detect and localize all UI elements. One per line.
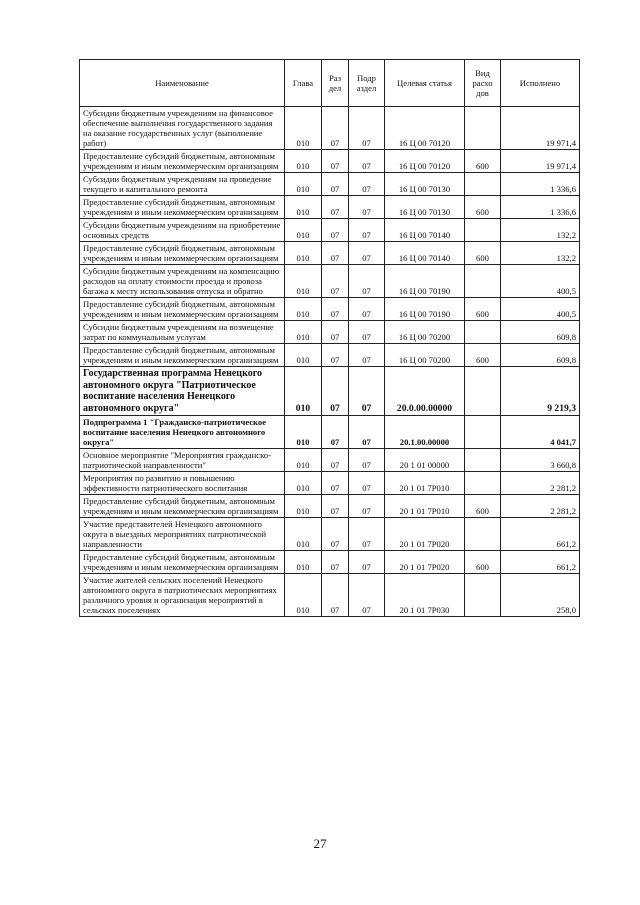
- table-row: [80, 219, 580, 242]
- cell-executed: 9 219,3: [501, 367, 580, 416]
- cell-section: 07: [322, 298, 349, 321]
- table-row: [80, 321, 580, 344]
- table-row: [80, 150, 580, 173]
- cell-subsection: 07: [349, 242, 385, 265]
- cell-subsection: 07: [349, 196, 385, 219]
- header-subsection: Подр аздел: [349, 60, 385, 107]
- cell-executed: 1 336,6: [501, 173, 580, 196]
- cell-expense-kind: 600: [465, 551, 501, 574]
- cell-section: 07: [322, 265, 349, 298]
- table-row: [80, 298, 580, 321]
- cell-executed: 258,0: [501, 574, 580, 617]
- cell-executed: 19 971,4: [501, 150, 580, 173]
- cell-target-article: 16 Ц 00 70120: [385, 107, 465, 150]
- cell-chapter: 010: [285, 472, 322, 495]
- cell-section: 07: [322, 449, 349, 472]
- cell-name: Мероприятия по развитию и повышению эффективности патриотического воспитания: [80, 472, 285, 495]
- cell-subsection: 07: [349, 219, 385, 242]
- table-row: [80, 495, 580, 518]
- cell-name: Предоставление субсидий бюджетным, автономным учреждениям и иным некоммерческим организациям: [80, 298, 285, 321]
- cell-name: Участие представителей Ненецкого автономного округа в выездных мероприятиях патриотической направленности: [80, 518, 285, 551]
- cell-chapter: 010: [285, 321, 322, 344]
- cell-executed: 4 041,7: [501, 416, 580, 449]
- cell-section: 07: [322, 150, 349, 173]
- cell-executed: 400,5: [501, 298, 580, 321]
- header-target-article: Целевая статья: [385, 60, 465, 107]
- table-row: [80, 173, 580, 196]
- cell-target-article: 20.0.00.00000: [385, 367, 465, 416]
- page-number: 27: [313, 836, 327, 851]
- cell-target-article: 20 1 01 7Р010: [385, 495, 465, 518]
- cell-name: Предоставление субсидий бюджетным, автономным учреждениям и иным некоммерческим организациям: [80, 196, 285, 219]
- cell-target-article: 16 Ц 00 70120: [385, 150, 465, 173]
- cell-expense-kind: [465, 367, 501, 416]
- table-row: [80, 551, 580, 574]
- cell-expense-kind: [465, 472, 501, 495]
- cell-subsection: 07: [349, 551, 385, 574]
- cell-name: Подпрограмма 1 "Гражданско-патриотическое воспитание населения Ненецкого автономного округа": [80, 416, 285, 449]
- cell-subsection: 07: [349, 416, 385, 449]
- cell-target-article: 16 Ц 00 70200: [385, 321, 465, 344]
- cell-chapter: 010: [285, 495, 322, 518]
- cell-target-article: 16 Ц 00 70140: [385, 219, 465, 242]
- budget-table: [79, 59, 580, 617]
- cell-target-article: 20 1 01 7Р020: [385, 551, 465, 574]
- cell-chapter: 010: [285, 344, 322, 367]
- table-row: [80, 574, 580, 617]
- cell-chapter: 010: [285, 196, 322, 219]
- cell-subsection: 07: [349, 265, 385, 298]
- cell-subsection: 07: [349, 574, 385, 617]
- cell-subsection: 07: [349, 495, 385, 518]
- cell-expense-kind: 600: [465, 495, 501, 518]
- cell-name: Субсидии бюджетным учреждениям на компенсацию расходов на оплату стоимости проезда и провоза багажа к месту использования отпуска и обратно: [80, 265, 285, 298]
- cell-executed: 609,8: [501, 344, 580, 367]
- cell-expense-kind: [465, 416, 501, 449]
- cell-name: Субсидии бюджетным учреждениям на финансовое обеспечение выполнения государственного задания на оказание государственных услуг (выполнение работ): [80, 107, 285, 150]
- cell-section: 07: [322, 551, 349, 574]
- cell-executed: 400,5: [501, 265, 580, 298]
- cell-expense-kind: [465, 173, 501, 196]
- cell-chapter: 010: [285, 107, 322, 150]
- cell-subsection: 07: [349, 449, 385, 472]
- cell-section: 07: [322, 518, 349, 551]
- cell-section: 07: [322, 242, 349, 265]
- cell-chapter: 010: [285, 150, 322, 173]
- table-body: [80, 107, 580, 617]
- cell-name: Государственная программа Ненецкого автономного округа "Патриотическое воспитание населения Ненецкого автономного округа": [80, 367, 285, 416]
- cell-chapter: 010: [285, 449, 322, 472]
- cell-executed: 661,2: [501, 551, 580, 574]
- cell-expense-kind: [465, 574, 501, 617]
- cell-name: Предоставление субсидий бюджетным, автономным учреждениям и иным некоммерческим организациям: [80, 344, 285, 367]
- cell-section: 07: [322, 321, 349, 344]
- cell-name: Предоставление субсидий бюджетным, автономным учреждениям и иным некоммерческим организациям: [80, 551, 285, 574]
- header-chapter: Глава: [285, 60, 322, 107]
- cell-expense-kind: 600: [465, 150, 501, 173]
- cell-target-article: 16 Ц 00 70190: [385, 265, 465, 298]
- cell-expense-kind: 600: [465, 344, 501, 367]
- header-expense-kind: Вид расхо дов: [465, 60, 501, 107]
- cell-target-article: 16 Ц 00 70140: [385, 242, 465, 265]
- cell-expense-kind: [465, 321, 501, 344]
- cell-subsection: 07: [349, 150, 385, 173]
- cell-executed: 2 281,2: [501, 495, 580, 518]
- cell-expense-kind: 600: [465, 242, 501, 265]
- cell-subsection: 07: [349, 344, 385, 367]
- header-executed: Исполнено: [501, 60, 580, 107]
- cell-expense-kind: [465, 219, 501, 242]
- cell-name: Предоставление субсидий бюджетным, автономным учреждениям и иным некоммерческим организациям: [80, 495, 285, 518]
- table-row: [80, 344, 580, 367]
- cell-chapter: 010: [285, 518, 322, 551]
- cell-expense-kind: [465, 265, 501, 298]
- cell-section: 07: [322, 367, 349, 416]
- cell-executed: 19 971,4: [501, 107, 580, 150]
- cell-subsection: 07: [349, 472, 385, 495]
- cell-chapter: 010: [285, 574, 322, 617]
- cell-chapter: 010: [285, 173, 322, 196]
- cell-target-article: 16 Ц 00 70130: [385, 173, 465, 196]
- cell-name: Предоставление субсидий бюджетным, автономным учреждениям и иным некоммерческим организациям: [80, 150, 285, 173]
- cell-subsection: 07: [349, 107, 385, 150]
- cell-subsection: 07: [349, 173, 385, 196]
- cell-section: 07: [322, 416, 349, 449]
- cell-chapter: 010: [285, 265, 322, 298]
- cell-target-article: 16 Ц 00 70200: [385, 344, 465, 367]
- cell-target-article: 20 1 01 7Р020: [385, 518, 465, 551]
- cell-section: 07: [322, 472, 349, 495]
- cell-expense-kind: [465, 449, 501, 472]
- table-row: [80, 518, 580, 551]
- cell-target-article: 16 Ц 00 70190: [385, 298, 465, 321]
- table-row: [80, 242, 580, 265]
- cell-chapter: 010: [285, 242, 322, 265]
- cell-name: Предоставление субсидий бюджетным, автономным учреждениям и иным некоммерческим организациям: [80, 242, 285, 265]
- table-row: [80, 265, 580, 298]
- table-row: [80, 472, 580, 495]
- cell-executed: 3 660,8: [501, 449, 580, 472]
- cell-section: 07: [322, 219, 349, 242]
- table-row: [80, 196, 580, 219]
- cell-executed: 661,2: [501, 518, 580, 551]
- cell-target-article: 20.1.00.00000: [385, 416, 465, 449]
- cell-name: Основное мероприятие "Мероприятия гражданско-патриотической направленности": [80, 449, 285, 472]
- cell-expense-kind: [465, 518, 501, 551]
- table-row: [80, 367, 580, 416]
- cell-target-article: 20 1 01 00000: [385, 449, 465, 472]
- cell-name: Субсидии бюджетным учреждениям на проведение текущего и капитального ремонта: [80, 173, 285, 196]
- table-row: [80, 416, 580, 449]
- cell-name: Участие жителей сельских поселений Ненецкого автономного округа в патриотических мероприятиях различного уровня и организация мероприятий в сельских поселениях: [80, 574, 285, 617]
- cell-section: 07: [322, 574, 349, 617]
- table-row: [80, 107, 580, 150]
- cell-subsection: 07: [349, 321, 385, 344]
- cell-section: 07: [322, 173, 349, 196]
- cell-executed: 132,2: [501, 219, 580, 242]
- cell-executed: 132,2: [501, 242, 580, 265]
- cell-name: Субсидии бюджетным учреждениям на возмещение затрат по коммунальным услугам: [80, 321, 285, 344]
- cell-executed: 1 336,6: [501, 196, 580, 219]
- cell-executed: 2 281,2: [501, 472, 580, 495]
- cell-subsection: 07: [349, 518, 385, 551]
- cell-section: 07: [322, 344, 349, 367]
- cell-subsection: 07: [349, 298, 385, 321]
- cell-chapter: 010: [285, 219, 322, 242]
- cell-target-article: 16 Ц 00 70130: [385, 196, 465, 219]
- cell-expense-kind: [465, 107, 501, 150]
- cell-target-article: 20 1 01 7Р010: [385, 472, 465, 495]
- cell-chapter: 010: [285, 551, 322, 574]
- header-name: Наименование: [80, 60, 285, 107]
- cell-chapter: 010: [285, 367, 322, 416]
- cell-name: Субсидии бюджетным учреждениям на приобретение основных средств: [80, 219, 285, 242]
- cell-chapter: 010: [285, 298, 322, 321]
- cell-section: 07: [322, 495, 349, 518]
- header-section: Раз дел: [322, 60, 349, 107]
- cell-target-article: 20 1 01 7Р030: [385, 574, 465, 617]
- cell-section: 07: [322, 196, 349, 219]
- cell-section: 07: [322, 107, 349, 150]
- cell-chapter: 010: [285, 416, 322, 449]
- cell-expense-kind: 600: [465, 298, 501, 321]
- cell-expense-kind: 600: [465, 196, 501, 219]
- table-row: [80, 449, 580, 472]
- cell-subsection: 07: [349, 367, 385, 416]
- cell-executed: 609,8: [501, 321, 580, 344]
- table-header-row: [80, 60, 580, 107]
